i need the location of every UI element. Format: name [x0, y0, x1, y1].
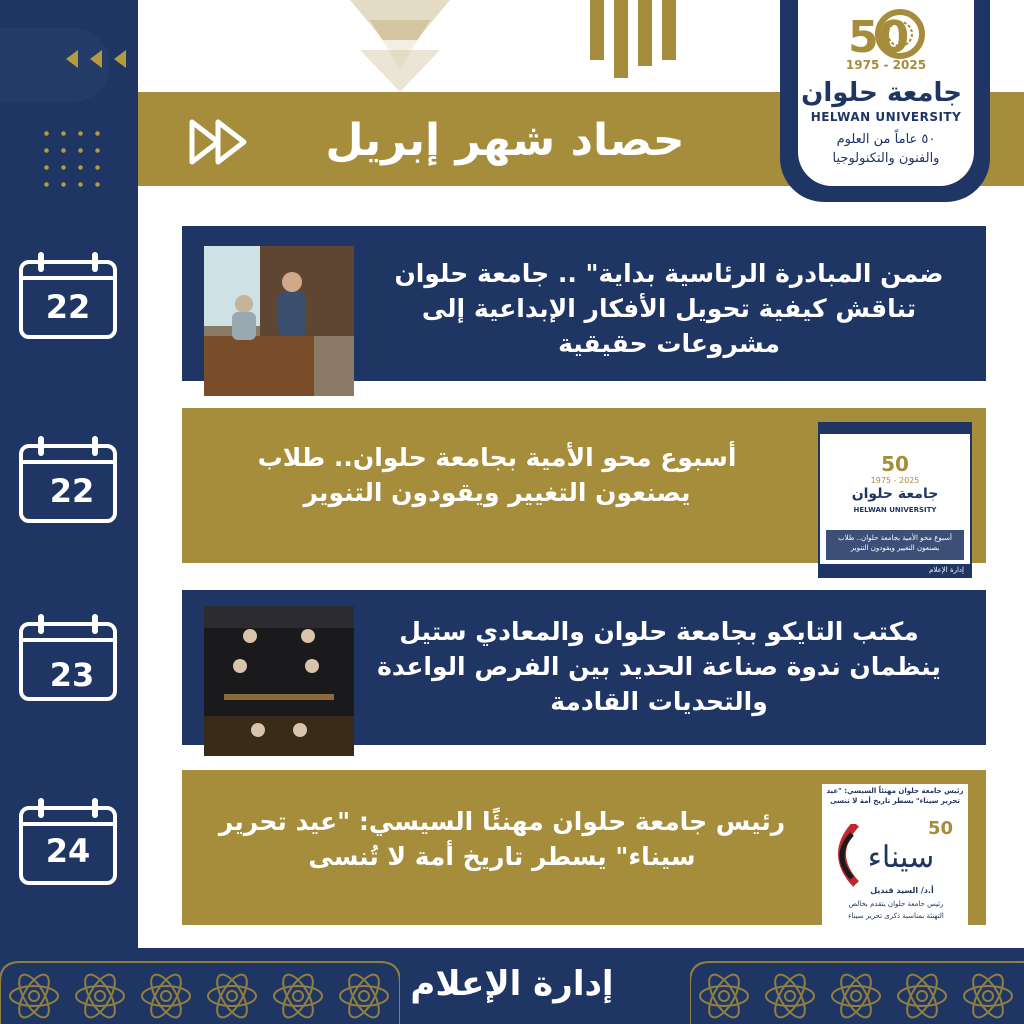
thumb-logo-number: 50	[881, 452, 909, 476]
news-thumbnail-2	[818, 422, 972, 578]
thumb-heading: رئيس جامعة حلوان مهنئاً السيسي: "عيد تحرير سيناء" يسطر تاريخ أمة لا تنسى	[826, 787, 964, 805]
logo-number: 50	[848, 12, 910, 60]
logo-tagline-line2: والفنون والتكنولوجيا	[832, 151, 940, 166]
thumb-logo-number: 50	[928, 818, 954, 839]
triple-arrow-icon	[60, 44, 138, 74]
dot-grid-decoration	[38, 125, 108, 195]
news-thumbnail-4	[822, 784, 968, 934]
fast-forward-icon	[188, 116, 252, 168]
logo-name-english: HELWAN UNIVERSITY	[810, 110, 962, 124]
logo-name-arabic: جامعة حلوان	[801, 78, 962, 108]
news-poster-seminar	[204, 606, 354, 756]
triangle-pattern-decoration	[340, 0, 460, 92]
news-title-2: أسبوع محو الأمية بجامعة حلوان.. طلاب يصنعون التغيير ويقودون التنوير	[257, 443, 737, 507]
thumb-word: سيناء	[867, 840, 935, 875]
news-day-3: 23	[49, 656, 95, 694]
atom-pattern-decoration	[690, 952, 1024, 1024]
news-title-1: ضمن المبادرة الرئاسية بداية" .. جامعة حلوان تناقش كيفية تحويل الأفكار الإبداعية إلى مشروعات حقيقية	[394, 259, 944, 358]
news-photo-presentation	[204, 246, 354, 396]
thumb-footer: إدارة الإعلام	[820, 564, 970, 576]
thumb-person: أ.د/ السيد قنديل	[870, 886, 934, 895]
news-card-1[interactable]	[182, 226, 986, 381]
logo-years: 1975 - 2025	[845, 58, 927, 72]
anniversary-logo-icon	[832, 8, 942, 60]
news-day-1: 22	[45, 288, 91, 326]
news-card-3[interactable]	[182, 590, 986, 745]
news-day-4: 24	[45, 832, 91, 870]
logo-tagline-line1: ٥٠ عاماً من العلوم	[836, 132, 936, 147]
vertical-bars-decoration	[590, 0, 690, 78]
thumb-logo-name: جامعة حلوان	[851, 486, 939, 502]
thumb-line-1: رئيس جامعة حلوان يتقدم بخالص	[848, 900, 944, 908]
news-title-4: رئيس جامعة حلوان مهنئًا السيسي: "عيد تحرير سيناء" يسطر تاريخ أمة لا تُنسى	[218, 807, 786, 871]
news-card-2[interactable]	[182, 408, 986, 574]
thumb-logo-years: 1975 - 2025	[870, 476, 920, 485]
thumb-caption: أسبوع محو الأمية بجامعة حلوان.. طلاب يصنعون التغيير ويقودون التنوير	[826, 530, 964, 560]
thumb-logo-english: HELWAN UNIVERSITY	[853, 506, 937, 514]
news-day-2: 22	[49, 472, 95, 510]
thumb-line-2: التهنئة بمناسبة ذكرى تحرير سيناء	[848, 912, 944, 920]
news-card-4[interactable]	[182, 770, 986, 925]
news-title-3: مكتب التايكو بجامعة حلوان والمعادي ستيل ينظمان ندوة صناعة الحديد بين الفرص الواعدة والتحديات القادمة	[377, 617, 941, 716]
atom-pattern-decoration	[0, 952, 400, 1024]
footer-title: إدارة الإعلام	[410, 964, 614, 1004]
page-title: حصاد شهر إبريل	[325, 115, 685, 166]
